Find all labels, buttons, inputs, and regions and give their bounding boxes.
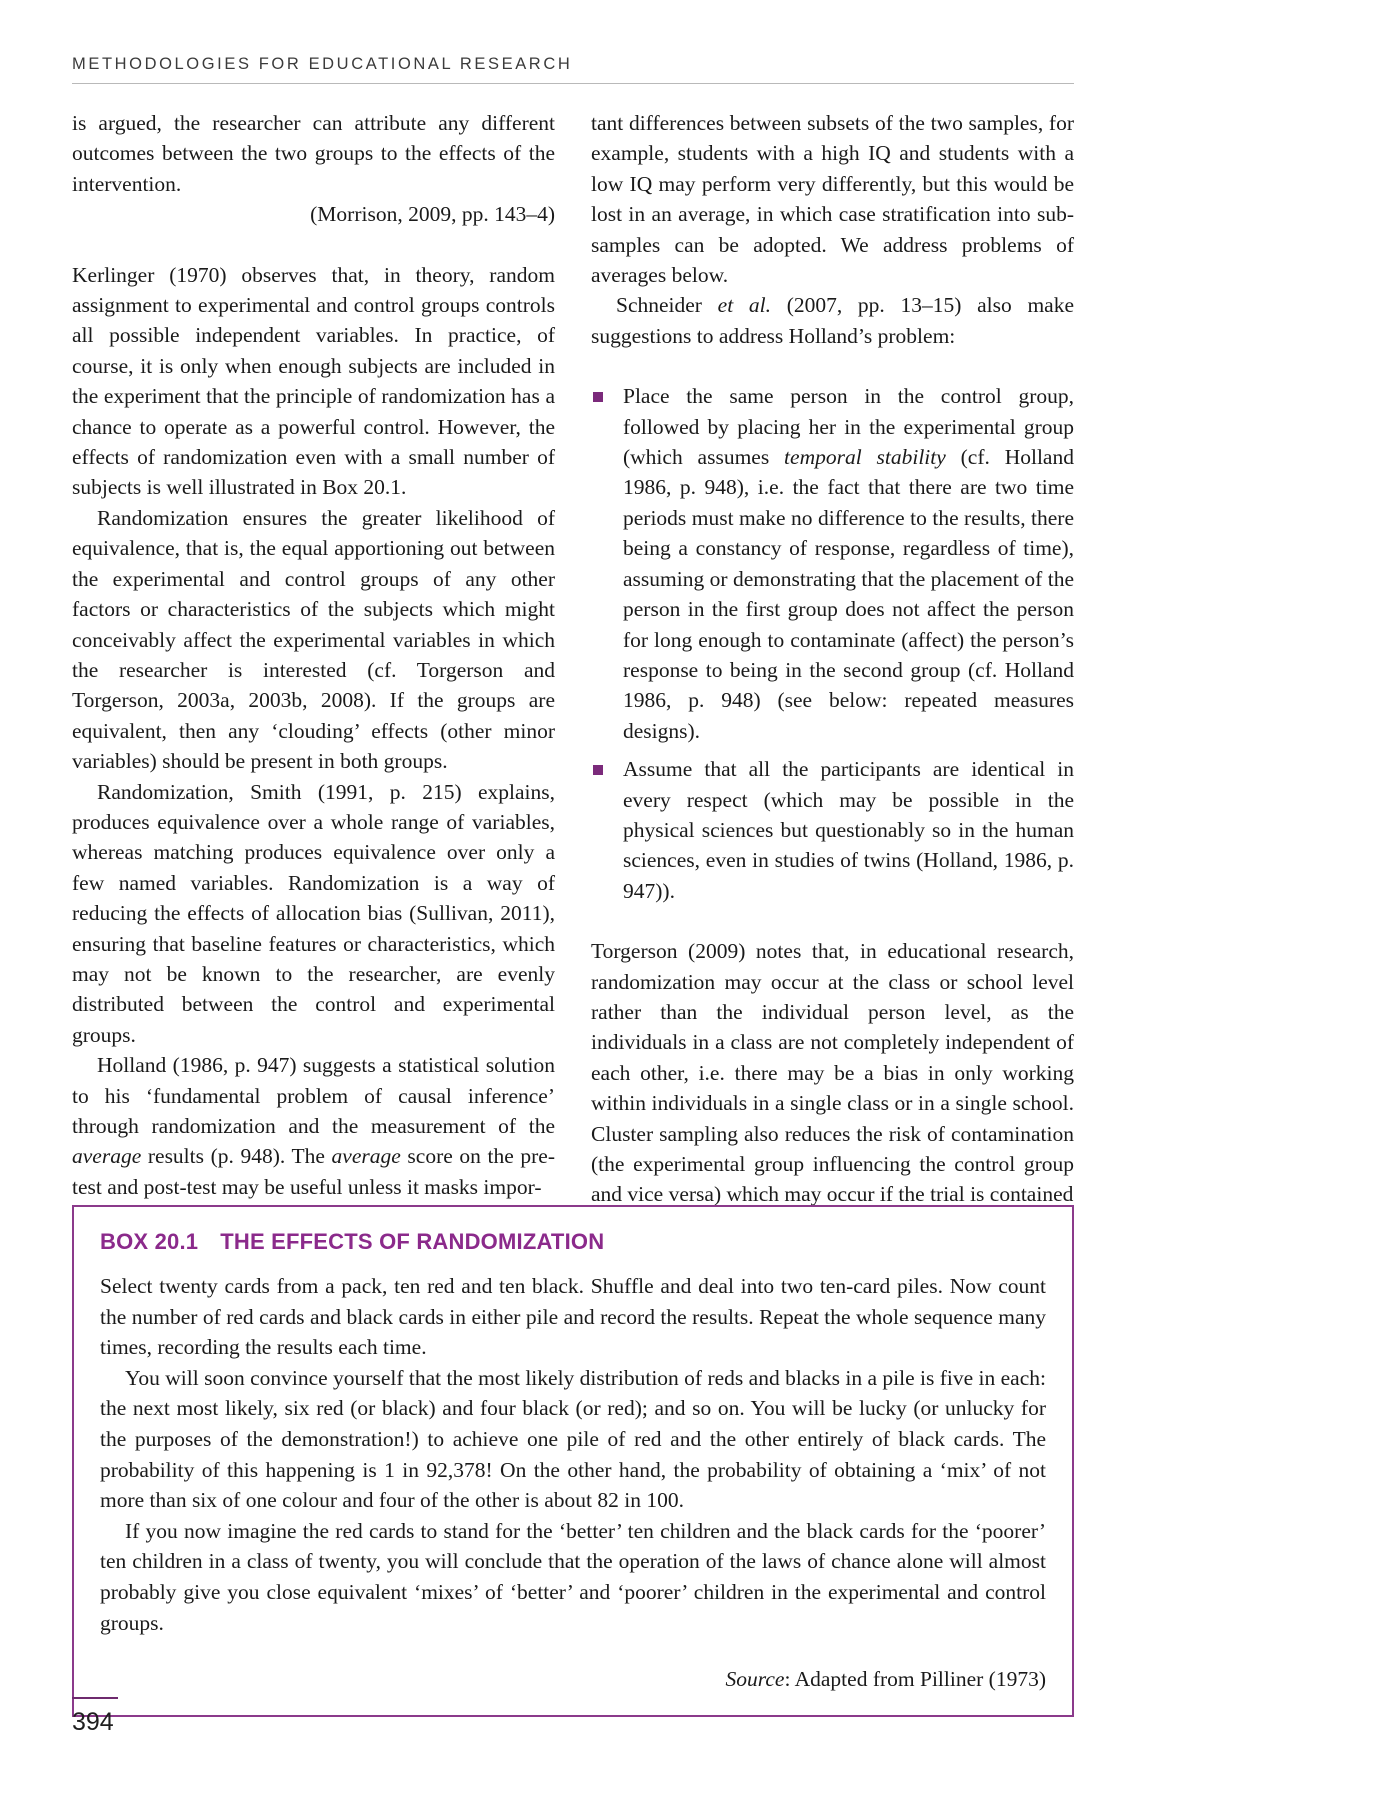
box-paragraph-1: Select twenty cards from a pack, ten red and ten black. Shuffle and deal into two ten-card piles. Now count the number of red cards and black cards in either pile and record the results. Repeat the whole sequence many times, recording the results each time. — [100, 1274, 1046, 1360]
paragraph-randomization-equivalence: Randomization ensures the greater likelihood of equivalence, that is, the equal apportioning out between the experimental and control groups of any other factors or characteristics of the subjects which might conceivably affect the experimental variables in which the researcher is interested (cf. Torgerson and Torgerson, 2003a, 2003b, 2008). If the groups are equivalent, then any ‘clouding’ effects (other minor variables) should be present in both groups. — [72, 505, 555, 774]
bullet-text-2a: Assume that all the participants are identical in every respect (which may be possible in the physical sciences but questionably so in the human sciences, even in studies of twins (Holland, 1986, p. 947)). — [623, 757, 1074, 903]
paragraph-kerlinger: Kerlinger (1970) observes that, in theory, random assignment to experimental and control groups controls all possible independent variables. In practice, of course, it is only when enough subjects are included in the experiment that the principle of randomization has a chance to operate as a powerful control. However, the effects of randomization even with a small number of subjects is well illustrated in Box 20.1. — [72, 262, 555, 500]
left-column — [72, 108, 555, 1210]
holland-italic-average-2: average — [331, 1144, 401, 1169]
paragraph-schneider — [591, 290, 1074, 351]
holland-text-1: Holland (1986, p. 947) suggests a statistical solution to his ‘fundamental problem of causal inference’ through randomization and the measurement of the — [72, 1053, 555, 1138]
square-bullet-icon — [593, 765, 603, 775]
holland-italic-average-1: average — [72, 1144, 142, 1169]
list-item — [591, 381, 1074, 746]
paragraph-holland — [72, 1050, 555, 1202]
paragraph-smith: Randomization, Smith (1991, p. 215) explains, produces equivalence over a whole range of variables, whereas matching produces equivalence over only a few named variables. Randomization is a way of reducing the effects of allocation bias (Sullivan, 2011), ensuring that baseline features or characteristics, which may not be known to the researcher, are evenly distributed between the control and experimental groups. — [72, 779, 555, 1047]
suggestions-list — [591, 381, 1074, 906]
box-title-text: THE EFFECTS OF RANDOMIZATION — [220, 1229, 605, 1254]
bullet-text-1a: Place the same person in the control group, followed by placing her in the experimental group (which assumes — [623, 384, 1074, 470]
running-head — [72, 55, 1074, 84]
box-source-label: Source — [725, 1667, 785, 1692]
running-head-rule — [72, 83, 1074, 84]
box-20-1 — [72, 1205, 1074, 1717]
holland-text-3: score on the pre-test and post-test may be useful unless it masks impor- — [72, 1144, 555, 1199]
box-source — [100, 1664, 1046, 1695]
running-head-text: METHODOLOGIES FOR EDUCATIONAL RESEARCH — [72, 55, 573, 73]
box-paragraph-3: If you now imagine the red cards to stand for the ‘better’ ten children and the black cards for the ‘poorer’ ten children in a class of twenty, you will conclude that the operation of the laws of chance alone will almost probably give you close equivalent ‘mixes’ of ‘better’ and ‘poorer’ children in the experimental and control groups. — [100, 1518, 1046, 1635]
box-title — [100, 1229, 1046, 1255]
box-source-text: : Adapted from Pilliner (1973) — [784, 1667, 1046, 1692]
bullet-italic-temporal-stability: temporal stability — [784, 445, 946, 470]
square-bullet-icon — [593, 392, 603, 402]
bullet-text-1b: (cf. Holland 1986, p. 948), i.e. the fact that there are two time periods must make no difference to the results, there being a constancy of response, regardless of time), assuming or demonstrating that the placement of the person in the first group does not affect the person for long enough to contaminate (affect) the person’s response to being in the second group (cf. Holland 1986, p. 948) (see below: repeated measures designs). — [623, 445, 1074, 743]
page-number: 394 — [72, 1708, 114, 1736]
paragraph-torgerson: Torgerson (2009) notes that, in educational research, randomization may occur at the class or school level rather than the individual person level, as the individuals in a class are not completely independent of each other, i.e. there may be a bias in only working within individuals in a single class or in a single school. Cluster sampling also reduces the risk of contamination (the experimental group influencing the control group and vice versa) which may occur if the trial is contained — [591, 939, 1074, 1207]
list-item — [591, 754, 1074, 906]
schneider-text-1: Schneider — [616, 293, 718, 318]
footer-rule — [72, 1697, 118, 1699]
right-column — [591, 108, 1074, 1210]
citation-attribution: (Morrison, 2009, pp. 143–4) — [310, 202, 555, 227]
schneider-text-2: (2007, pp. 13–15) also make suggestions to address Holland’s problem: — [591, 293, 1075, 348]
page-footer — [72, 1697, 118, 1737]
box-paragraph-2: You will soon convince yourself that the most likely distribution of reds and blacks in a pile is five in each: the next most likely, six red (or black) and four black (or red); and so on. You will be lucky (or unlucky for the purposes of the demonstration!) to achieve one pile of red and the other entirely of black cards. The probability of this happening is 1 in 92,378! On the other hand, the probability of obtaining a ‘mix’ of not more than six of one colour and four of the other is about 82 in 100. — [100, 1365, 1046, 1513]
holland-text-2: results (p. 948). The — [141, 1144, 332, 1169]
box-label: BOX 20.1 — [100, 1229, 199, 1254]
paragraph-subsets: tant differences between subsets of the two samples, for example, students with a high IQ and students with a low IQ may perform very differently, but this would be lost in an average, in which case stratification into sub-samples can be adopted. We address problems of averages below. — [591, 111, 1074, 288]
paragraph-continuation: is argued, the researcher can attribute any different outcomes between the two groups to the effects of the intervention. — [72, 111, 555, 196]
schneider-italic-etal: et al. — [717, 293, 771, 318]
body-columns — [72, 108, 1074, 1210]
